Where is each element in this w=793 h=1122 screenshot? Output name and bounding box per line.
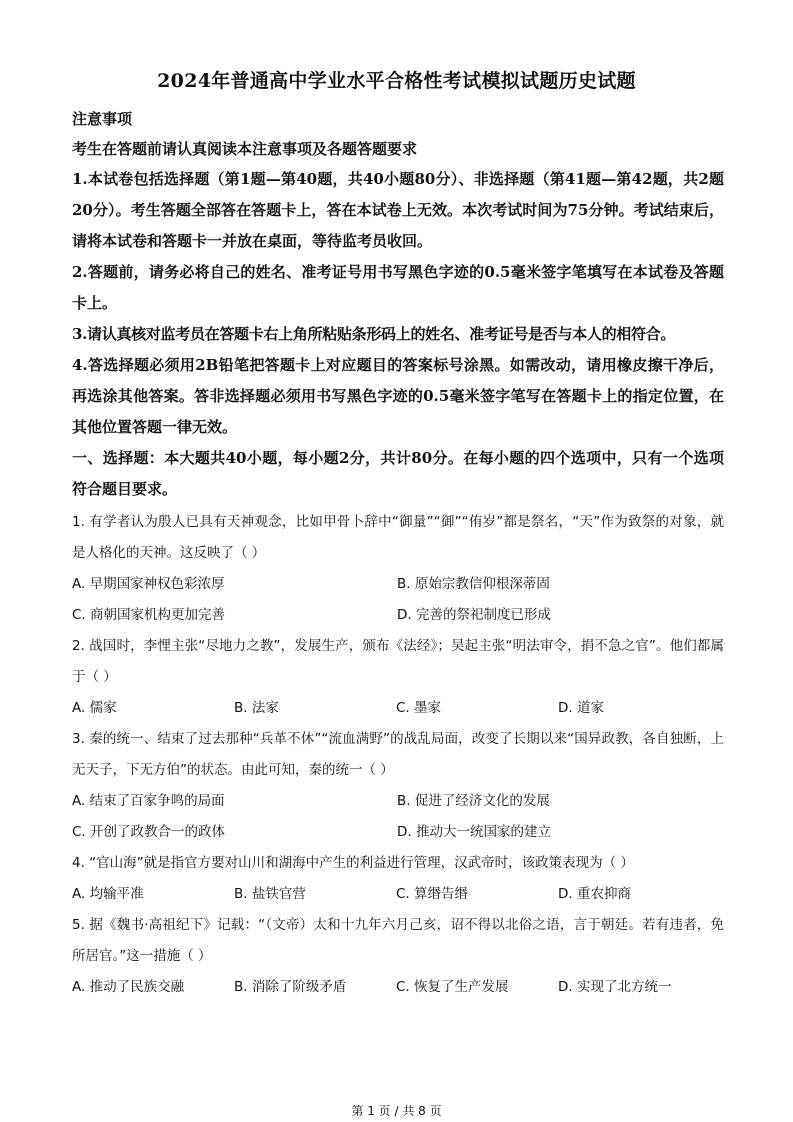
question-list	[72, 507, 724, 1003]
notice-section	[72, 104, 724, 505]
option-c[interactable]: C. 商朝国家机构更加完善	[72, 607, 226, 623]
option-b[interactable]: B. 促进了经济文化的发展	[397, 793, 550, 809]
notice-item-2: 2.答题前，请务必将自己的姓名、准考证号用书写黑色字迹的0.5毫米签字笔填写在本试卷及答题卡上。	[72, 263, 724, 312]
question-5	[72, 910, 724, 1003]
question-stem: 4. “官山海”就是指官方要对山川和湖海中产生的利益进行管理，汉武帝时，该政策表现为（ ）	[72, 855, 634, 871]
notice-heading: 注意事项	[72, 110, 133, 128]
option-d[interactable]: D. 道家	[558, 700, 604, 716]
question-stem: 5. 据《魏书·高祖纪下》记载：“（文帝）太和十九年六月己亥，诏不得以北俗之语，言于朝廷。若有违者，免所居官。”这一措施（ ）	[72, 917, 724, 964]
option-c[interactable]: C. 恢复了生产发展	[396, 979, 509, 995]
option-a[interactable]: A. 早期国家神权色彩浓厚	[72, 576, 225, 592]
exam-title: 2024年普通高中学业水平合格性考试模拟试题历史试题	[157, 70, 636, 92]
option-group	[72, 786, 724, 848]
question-stem: 3. 秦的统一、结束了过去那种“兵革不休”“流血满野”的战乱局面，改变了长期以来“国异政教，各自独断，上无天子，下无方伯”的状态。由此可知，秦的统一（ ）	[72, 731, 724, 778]
option-a[interactable]: A. 结束了百家争鸣的局面	[72, 793, 225, 809]
question-3	[72, 724, 724, 848]
notice-subheading: 考生在答题前请认真阅读本注意事项及各题答题要求	[72, 140, 418, 158]
option-d[interactable]: D. 重农抑商	[558, 886, 631, 902]
option-b[interactable]: B. 盐铁官营	[234, 886, 306, 902]
option-b[interactable]: B. 消除了阶级矛盾	[234, 979, 347, 995]
notice-item-3: 3.请认真核对监考员在答题卡右上角所粘贴条形码上的姓名、准考证号是否与本人的相符合。	[72, 325, 676, 343]
option-group	[72, 879, 724, 910]
option-c[interactable]: C. 墨家	[396, 700, 442, 716]
question-stem: 2. 战国时，李悝主张“尽地力之教”，发展生产，颁布《法经》；吴起主张“明法审令，捐不急之官”。他们都属于（ ）	[72, 638, 724, 685]
option-d[interactable]: D. 实现了北方统一	[558, 979, 672, 995]
option-d[interactable]: D. 完善的祭祀制度已形成	[397, 607, 551, 623]
option-b[interactable]: B. 法家	[234, 700, 279, 716]
notice-item-1: 1.本试卷包括选择题（第1题—第40题，共40小题80分）、非选择题（第41题—第42题，共2题20分）。考生答题全部答在答题卡上，答在本试卷上无效。本次考试时间为75分钟。考试结束后，请将本试卷和答题卡一并放在桌面，等待监考员收回。	[72, 170, 724, 250]
question-stem: 1. 有学者认为殷人已具有天神观念，比如甲骨卜辞中“御量”“御”“侑岁”都是祭名，“天”作为致祭的对象，就是人格化的天神。这反映了（ ）	[72, 514, 724, 561]
option-c[interactable]: C. 开创了政教合一的政体	[72, 824, 226, 840]
option-a[interactable]: A. 均输平准	[72, 886, 144, 902]
question-1	[72, 507, 724, 631]
notice-item-4: 4.答选择题必须用2B铅笔把答题卡上对应题目的答案标号涂黑。如需改动，请用橡皮擦干净后，再选涂其他答案。答非选择题必须用书写黑色字迹的0.5毫米签字笔写在答题卡上的指定位置，在其他位置答题一律无效。	[72, 356, 724, 436]
option-c[interactable]: C. 算缗告缗	[396, 886, 469, 902]
option-a[interactable]: A. 儒家	[72, 700, 117, 716]
option-group	[72, 972, 724, 1003]
option-group	[72, 569, 724, 631]
option-d[interactable]: D. 推动大一统国家的建立	[397, 824, 551, 840]
option-group	[72, 693, 724, 724]
option-a[interactable]: A. 推动了民族交融	[72, 979, 185, 995]
option-b[interactable]: B. 原始宗教信仰根深蒂固	[397, 576, 550, 592]
section-heading: 一、选择题：本大题共40小题，每小题2分，共计80分。在每小题的四个选项中，只有一个选项符合题目要求。	[72, 449, 724, 498]
page-footer: 第 1 页 / 共 8 页	[351, 1104, 442, 1118]
question-2	[72, 631, 724, 724]
question-4	[72, 848, 724, 910]
